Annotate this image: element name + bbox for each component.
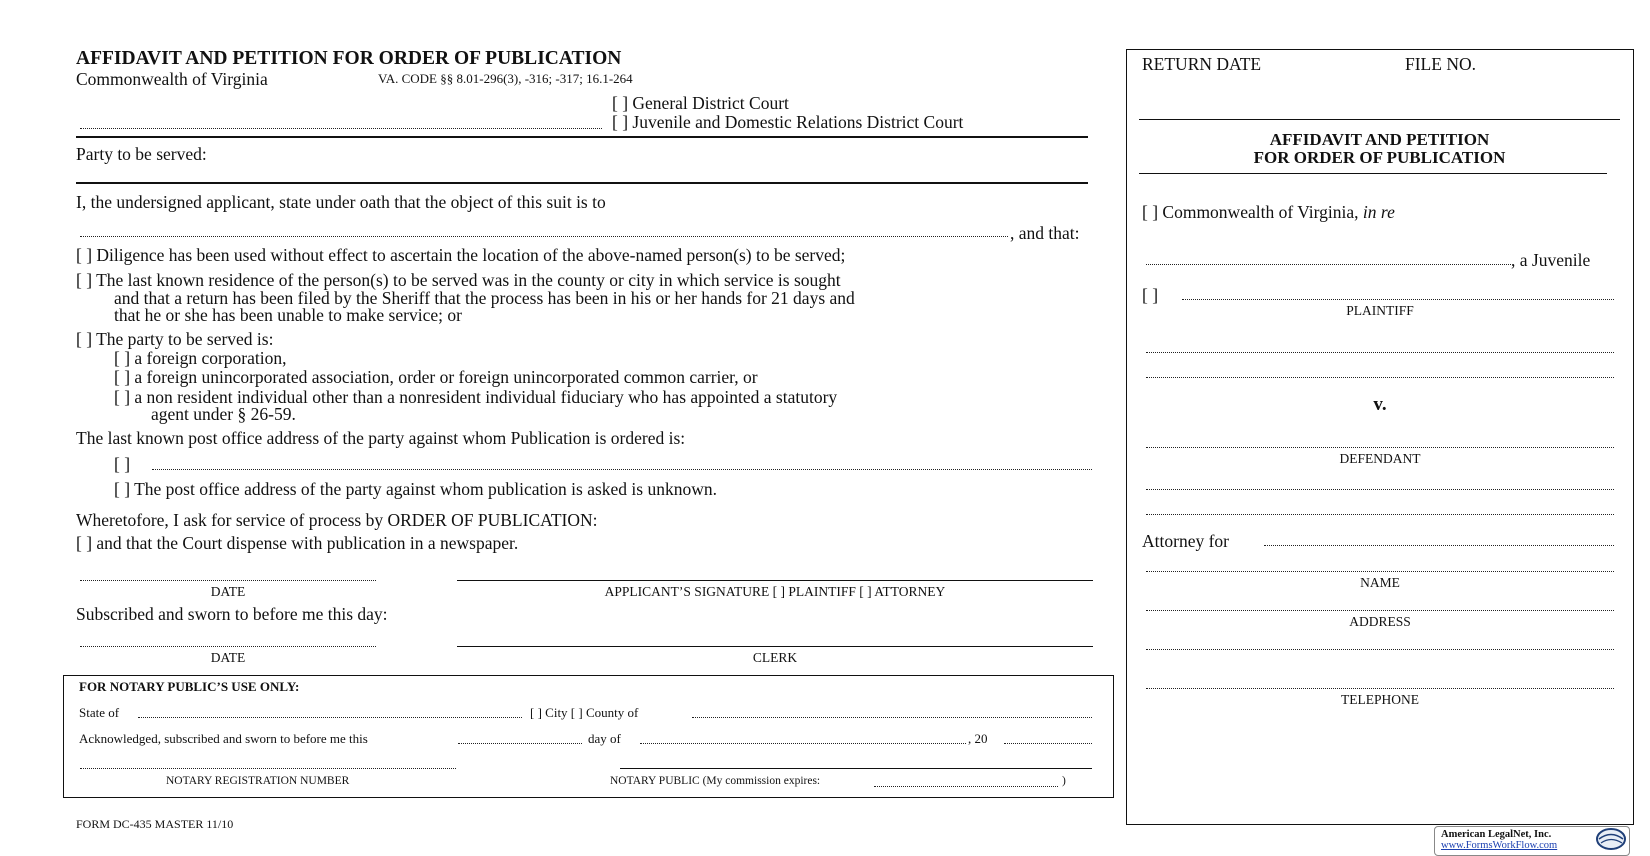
foreign-corp-option[interactable]: [ ] a foreign corporation,: [114, 348, 287, 368]
notary-expiration-field[interactable]: [874, 786, 1058, 787]
in-re-text: in re: [1362, 202, 1395, 222]
attorney-telephone-field[interactable]: [1146, 688, 1614, 689]
plaintiff-field[interactable]: [1182, 299, 1614, 300]
sidebar-title-rule: [1139, 173, 1607, 174]
last-address-field[interactable]: [152, 469, 1092, 470]
plaintiff-line2-field[interactable]: [1146, 352, 1614, 353]
attorney-address-line2-field[interactable]: [1146, 649, 1614, 650]
juvenile-label: , a Juvenile: [1511, 250, 1591, 270]
notary-state-field[interactable]: [138, 717, 522, 718]
nonresident-option[interactable]: [ ] a non resident individual other than a nonresident individual fiduciary who has appointed a statutory: [114, 387, 838, 407]
suit-object-field[interactable]: [80, 236, 1008, 237]
diligence-option[interactable]: [ ] Diligence has been used without effect to ascertain the location of the above-named person(s) to be served;: [76, 245, 846, 265]
address-label: ADDRESS: [1349, 614, 1411, 629]
notary-close-paren: ): [1062, 775, 1066, 787]
residence-text-line3: that he or she has been unable to make service; or: [114, 305, 462, 325]
plaintiff-checkbox[interactable]: [ ]: [1142, 285, 1159, 305]
attorney-address-field[interactable]: [1146, 610, 1614, 611]
residence-option[interactable]: [ ] The last known residence of the person(s) to be served was in the county or city in which service is sought: [76, 270, 841, 290]
divider: [76, 136, 1088, 138]
publisher-url[interactable]: www.FormsWorkFlow.com: [1441, 840, 1558, 851]
court-locality-field[interactable]: [80, 128, 602, 129]
wherefore-text: Wheretofore, I ask for service of process by ORDER OF PUBLICATION:: [76, 510, 598, 530]
commonwealth-checkbox[interactable]: [1142, 202, 1395, 223]
address-unknown-option[interactable]: [ ] The post office address of the party against whom publication is asked is unknown.: [114, 479, 717, 499]
notary-heading: FOR NOTARY PUBLIC’S USE ONLY:: [79, 679, 300, 694]
attorney-name-field[interactable]: [1146, 571, 1614, 572]
telephone-label: TELEPHONE: [1341, 692, 1419, 707]
notary-year-label: , 20: [968, 731, 988, 746]
party-label: Party to be served:: [76, 144, 207, 164]
notary-day-of-label: day of: [588, 731, 621, 746]
notary-reg-label: NOTARY REGISTRATION NUMBER: [166, 775, 350, 787]
notary-state-label: State of: [79, 705, 120, 720]
form-number: FORM DC-435 MASTER 11/10: [76, 817, 234, 831]
attorney-for-field[interactable]: [1264, 545, 1614, 546]
notary-day-field[interactable]: [458, 743, 582, 744]
notary-county-field[interactable]: [692, 717, 1092, 718]
va-code: VA. CODE §§ 8.01-296(3), -316; -317; 16.1-264: [378, 71, 633, 86]
file-no-label: FILE NO.: [1405, 54, 1476, 74]
sworn-date-label: DATE: [210, 650, 246, 665]
return-date-field[interactable]: [1139, 119, 1620, 120]
sidebar-title-line1: AFFIDAVIT AND PETITION: [1269, 130, 1490, 149]
clerk-label: CLERK: [752, 650, 798, 665]
juvenile-name-field[interactable]: [1146, 264, 1511, 265]
date-label: DATE: [210, 584, 246, 599]
party-field[interactable]: [76, 182, 1088, 184]
party-is-option[interactable]: [ ] The party to be served is:: [76, 329, 274, 349]
and-that-label: , and that:: [1010, 223, 1080, 243]
publisher-name: American LegalNet, Inc.: [1441, 829, 1552, 840]
oath-text: I, the undersigned applicant, state under oath that the object of this suit is to: [76, 192, 606, 212]
plaintiff-line3-field[interactable]: [1146, 377, 1614, 378]
notary-month-field[interactable]: [640, 743, 966, 744]
notary-year-field[interactable]: [1004, 743, 1092, 744]
versus-label: v.: [1373, 394, 1387, 415]
attorney-for-label: Attorney for: [1142, 531, 1229, 551]
dispense-option[interactable]: [ ] and that the Court dispense with publication in a newspaper.: [76, 533, 519, 553]
date-field[interactable]: [80, 580, 376, 581]
notary-ack-label: Acknowledged, subscribed and sworn to before me this: [79, 731, 368, 746]
last-address-label: The last known post office address of the party against whom Publication is ordered is:: [76, 428, 686, 448]
clerk-signature-field[interactable]: [457, 646, 1093, 647]
form-title: AFFIDAVIT AND PETITION FOR ORDER OF PUBLICATION: [76, 48, 622, 69]
globe-logo-icon: [1595, 828, 1627, 850]
sworn-text: Subscribed and sworn to before me this day:: [76, 604, 388, 624]
return-date-label: RETURN DATE: [1142, 54, 1262, 74]
name-label: NAME: [1360, 575, 1400, 590]
address-known-checkbox[interactable]: [ ]: [114, 454, 131, 474]
commonwealth-label: Commonwealth of Virginia: [76, 69, 268, 89]
applicant-signature-field[interactable]: [457, 580, 1093, 581]
foreign-assoc-option[interactable]: [ ] a foreign unincorporated association, order or foreign unincorporated common carrier, or: [114, 367, 758, 387]
applicant-signature-label: APPLICANT’S SIGNATURE [ ] PLAINTIFF [ ] ATTORNEY: [604, 584, 946, 599]
defendant-field[interactable]: [1146, 447, 1614, 448]
notary-signature-field[interactable]: [620, 768, 1092, 769]
defendant-label: DEFENDANT: [1339, 451, 1421, 466]
notary-reg-field[interactable]: [80, 768, 456, 769]
residence-text-line2: and that a return has been filed by the Sheriff that the process has been in his or her hands for 21 days and: [114, 288, 855, 308]
court-general-checkbox[interactable]: [ ] General District Court: [612, 93, 789, 113]
nonresident-text-line2: agent under § 26-59.: [151, 404, 296, 424]
notary-city-county[interactable]: [ ] City [ ] County of: [530, 705, 639, 720]
defendant-line2-field[interactable]: [1146, 489, 1614, 490]
court-juvenile-checkbox[interactable]: [ ] Juvenile and Domestic Relations District Court: [612, 112, 964, 132]
sidebar-title-line2: FOR ORDER OF PUBLICATION: [1253, 148, 1506, 167]
commonwealth-text: [ ] Commonwealth of Virginia,: [1142, 202, 1359, 222]
plaintiff-label: PLAINTIFF: [1346, 303, 1414, 318]
sworn-date-field[interactable]: [80, 646, 376, 647]
notary-public-label: NOTARY PUBLIC (My commission expires:: [610, 775, 821, 787]
defendant-line3-field[interactable]: [1146, 514, 1614, 515]
